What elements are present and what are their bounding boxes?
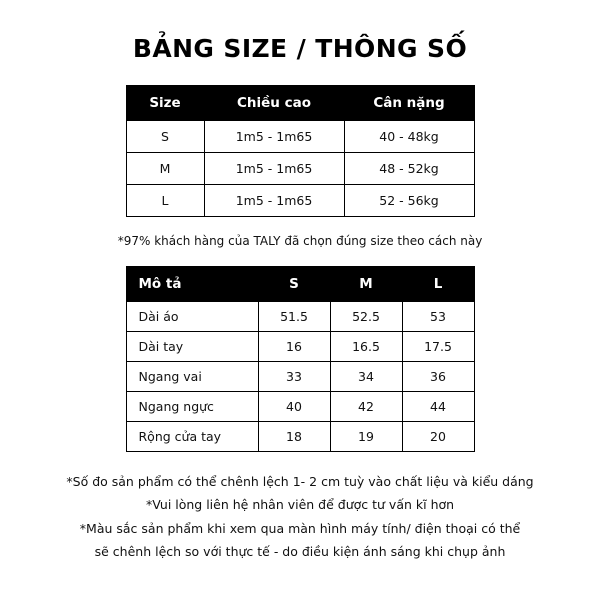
footnote-color-line1: *Màu sắc sản phẩm khi xem qua màn hình máy tính/ điện thoại có thể	[79, 520, 521, 536]
cell-s: 18	[258, 422, 330, 452]
cell-height: 1m5 - 1m65	[204, 185, 344, 217]
column-header-size: Size	[126, 86, 204, 121]
cell-description: Dài áo	[126, 302, 258, 332]
cell-weight: 48 - 52kg	[344, 153, 474, 185]
footnote-tolerance: *Số đo sản phẩm có thể chênh lệch 1- 2 cm tuỳ vào chất liệu và kiểu dáng	[66, 474, 534, 489]
cell-size: S	[126, 121, 204, 153]
table-row	[126, 362, 474, 392]
footnote-contact: *Vui lòng liên hệ nhân viên để được tư vấn kĩ hơn	[145, 497, 455, 513]
cell-l: 53	[402, 302, 474, 332]
size-advice-note: *97% khách hàng của TALY đã chọn đúng size theo cách này	[117, 234, 483, 248]
column-header-m: M	[330, 267, 402, 302]
table-row	[126, 121, 474, 153]
table-header-row	[126, 267, 474, 302]
column-header-weight: Cân nặng	[344, 86, 474, 121]
column-header-height: Chiều cao	[204, 86, 344, 121]
cell-description: Dài tay	[126, 332, 258, 362]
cell-weight: 52 - 56kg	[344, 185, 474, 217]
cell-l: 17.5	[402, 332, 474, 362]
footnote-color-line2: sẽ chênh lệch so với thực tế - do điều kiện ánh sáng khi chụp ảnh	[94, 543, 506, 559]
cell-description: Rộng cửa tay	[126, 422, 258, 452]
cell-height: 1m5 - 1m65	[204, 121, 344, 153]
cell-l: 36	[402, 362, 474, 392]
cell-s: 16	[258, 332, 330, 362]
cell-size: M	[126, 153, 204, 185]
column-header-s: S	[258, 267, 330, 302]
cell-s: 51.5	[258, 302, 330, 332]
cell-height: 1m5 - 1m65	[204, 153, 344, 185]
cell-m: 42	[330, 392, 402, 422]
size-table	[126, 85, 475, 217]
table-row	[126, 392, 474, 422]
cell-weight: 40 - 48kg	[344, 121, 474, 153]
cell-size: L	[126, 185, 204, 217]
cell-description: Ngang vai	[126, 362, 258, 392]
cell-m: 16.5	[330, 332, 402, 362]
table-header-row	[126, 86, 474, 121]
column-header-l: L	[402, 267, 474, 302]
page-title: BẢNG SIZE / THÔNG SỐ	[132, 34, 468, 63]
table-row	[126, 422, 474, 452]
table-row	[126, 332, 474, 362]
footnotes	[66, 472, 533, 565]
cell-m: 19	[330, 422, 402, 452]
cell-description: Ngang ngực	[126, 392, 258, 422]
cell-m: 34	[330, 362, 402, 392]
cell-m: 52.5	[330, 302, 402, 332]
measurement-table	[126, 266, 475, 452]
cell-s: 33	[258, 362, 330, 392]
table-row	[126, 153, 474, 185]
table-row	[126, 185, 474, 217]
cell-l: 20	[402, 422, 474, 452]
cell-l: 44	[402, 392, 474, 422]
column-header-description: Mô tả	[126, 267, 258, 302]
cell-s: 40	[258, 392, 330, 422]
table-row	[126, 302, 474, 332]
